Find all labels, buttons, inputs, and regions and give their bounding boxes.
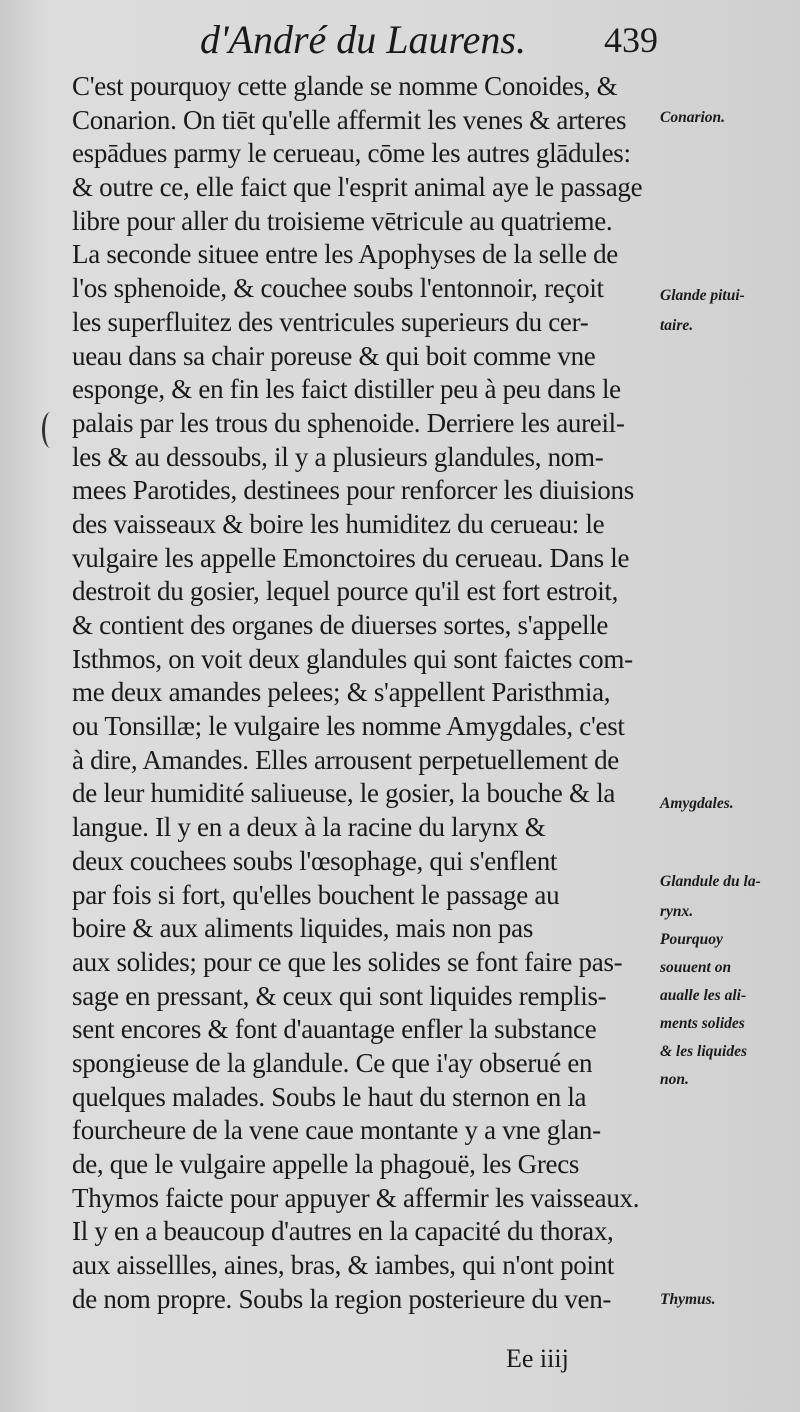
margin-note: aualle les ali-: [660, 987, 747, 1004]
text-line: des vaisseaux & boire les humiditez du cerueau: le: [72, 508, 605, 539]
margin-note: Thymus.: [660, 1291, 716, 1308]
text-line: me deux amandes pelees; & s'appellent Paristhmia,: [72, 677, 611, 708]
margin-note: non.: [660, 1071, 689, 1088]
text-line: libre pour aller du troisieme vētricule au quatrieme.: [72, 205, 613, 236]
margin-note: & les liquides: [660, 1043, 747, 1060]
text-line: ueau dans sa chair poreuse & qui boit comme vne: [72, 340, 596, 371]
text-line: par fois si fort, qu'elles bouchent le passage au: [72, 879, 560, 910]
text-line: palais par les trous du sphenoide. Derriere les aureil-: [72, 407, 625, 438]
margin-note: taire.: [660, 317, 694, 334]
page-header: [200, 14, 660, 66]
text-line: C'est pourquoy cette glande se nomme Conoides, &: [72, 71, 618, 101]
text-line: boire & aux aliments liquides, mais non pas: [72, 913, 534, 944]
text-line: langue. Il y en a deux à la racine du larynx &: [72, 812, 546, 843]
margin-note: Pourquoy: [660, 931, 723, 948]
text-line: destroit du gosier, lequel pource qu'il est fort estroit,: [72, 576, 619, 607]
margin-note: Conarion.: [660, 109, 726, 126]
text-line: & outre ce, elle faict que l'esprit animal aye le passage: [72, 172, 643, 203]
text-line: de, que le vulgaire appelle la phagouë, les Grecs: [72, 1149, 580, 1179]
text-line: Thymos faicte pour appuyer & affermir les vaisseaux.: [72, 1182, 640, 1213]
text-line: de leur humidité saliueuse, le gosier, la bouche & la: [72, 778, 616, 809]
text-line: deux couchees soubs l'œsophage, qui s'enflent: [72, 845, 558, 876]
margin-notes: [660, 0, 798, 1412]
margin-note: Amygdales.: [660, 795, 734, 812]
page-number: 439: [604, 20, 658, 60]
ink-blemish: [42, 412, 59, 448]
text-line: vulgaire les appelle Emonctoires du cerueau. Dans le: [72, 542, 630, 573]
text-line: mees Parotides, destinees pour renforcer les diuisions: [72, 475, 634, 506]
text-line: aux solides; pour ce que les solides se font faire pas-: [72, 946, 623, 977]
text-line: Isthmos, on voit deux glandules qui sont faictes com-: [72, 643, 633, 674]
margin-note: rynx.: [660, 903, 694, 920]
text-line: fourcheure de la vene caue montante y a vne glan-: [72, 1115, 601, 1146]
text-line: Conarion. On tiēt qu'elle affermit les venes & arteres: [72, 104, 627, 135]
text-line: esponge, & en fin les faict distiller peu à peu dans le: [72, 374, 621, 405]
text-line: sage en pressant, & ceux qui sont liquides remplis-: [72, 980, 607, 1011]
text-line: les superfluitez des ventricules superieurs du cer-: [72, 306, 589, 337]
text-line: & contient des organes de diuerses sortes, s'appelle: [72, 610, 609, 640]
text-line: Il y en a beaucoup d'autres en la capacité du thorax,: [72, 1216, 614, 1247]
text-line: ou Tonsillæ; le vulgaire les nomme Amygdales, c'est: [72, 711, 625, 742]
margin-note: Glande pitui-: [660, 287, 745, 304]
running-title: d'André du Laurens.: [200, 17, 526, 62]
text-line: les & au dessoubs, il y a plusieurs glandules, nom-: [72, 441, 604, 472]
text-line: La seconde situee entre les Apophyses de la selle de: [72, 239, 618, 270]
margin-note: Glandule du la-: [660, 873, 761, 890]
text-line: spongieuse de la glandule. Ce que i'ay obserué en: [72, 1047, 593, 1078]
text-line: sent encores & font d'auantage enfler la substance: [72, 1014, 597, 1045]
text-line: l'os sphenoide, & couchee soubs l'entonnoir, reçoit: [72, 273, 604, 304]
text-line: de nom propre. Soubs la region posterieure du ven-: [72, 1283, 612, 1314]
signature-mark: Ee iiij: [506, 1344, 569, 1373]
body-text: [72, 70, 672, 1316]
text-line: à dire, Amandes. Elles arrousent perpetuellement de: [72, 744, 619, 775]
text-line: quelques malades. Soubs le haut du sternon en la: [72, 1081, 587, 1112]
margin-note: souuent on: [660, 959, 732, 976]
text-line: aux aissellles, aines, bras, & iambes, qui n'ont point: [72, 1250, 615, 1281]
margin-note: ments solides: [660, 1015, 745, 1032]
text-line: espādues parmy le cerueau, cōme les autres glādules:: [72, 138, 631, 169]
